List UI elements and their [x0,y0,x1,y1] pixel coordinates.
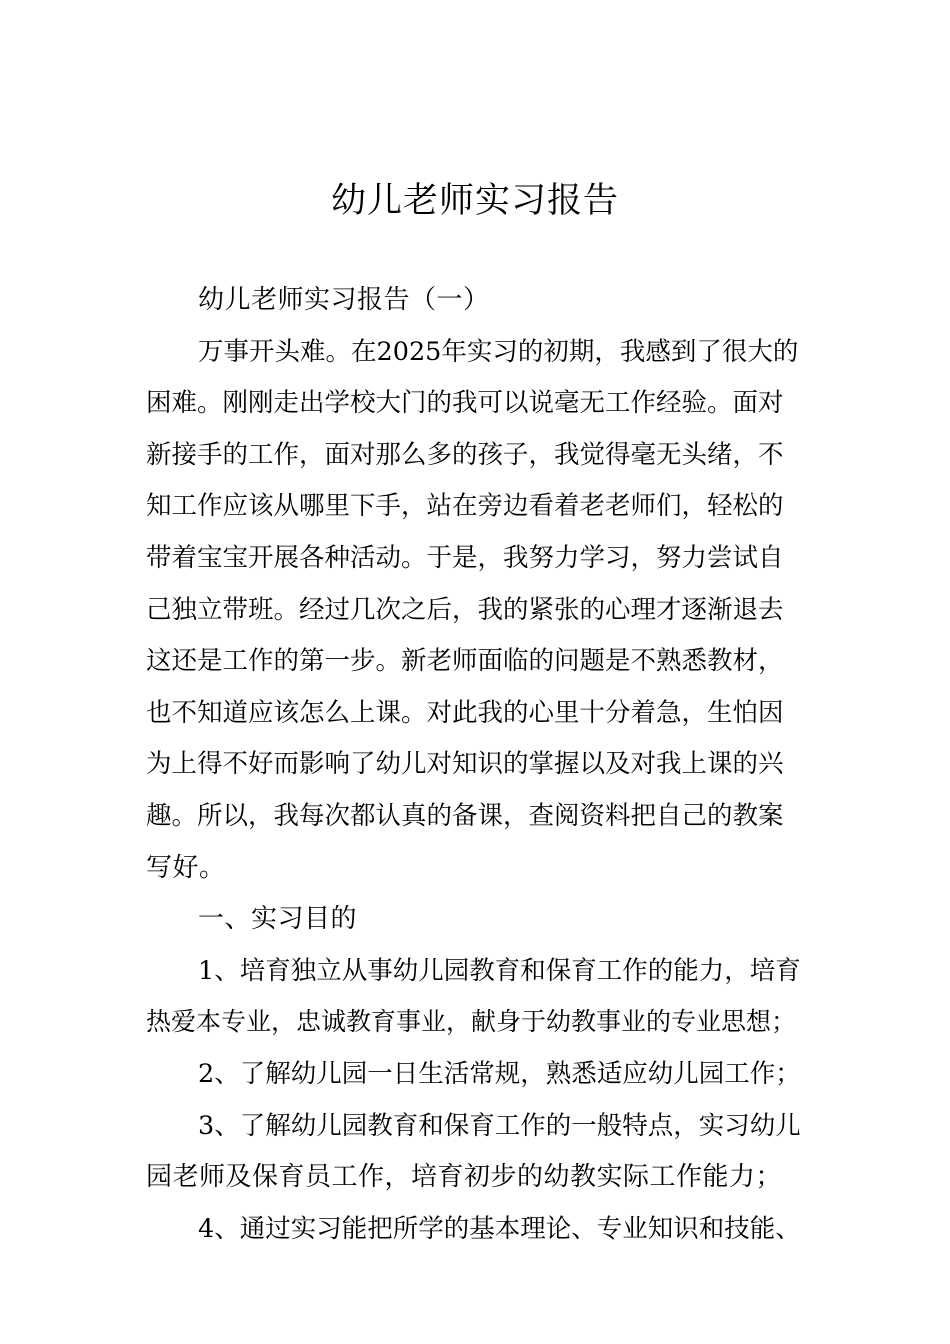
paragraph-line: 趣。所以，我每次都认真的备课，查阅资料把自己的教案 [146,800,784,831]
paragraph-line: 知工作应该从哪里下手，站在旁边看着老老师们，轻松的 [146,491,784,522]
paragraph-line: 也不知道应该怎么上课。对此我的心里十分着急，生怕因 [146,697,784,728]
paragraph-line: 这还是工作的第一步。新老师面临的问题是不熟悉教材， [146,646,784,677]
document-body [146,281,806,1261]
list-item-line: 4、通过实习能把所学的基本理论、专业知识和技能、 [198,1213,801,1244]
document-title: 幼儿老师实习报告 [330,181,619,221]
paragraph-line: 困难。刚刚走出学校大门的我可以说毫无工作经验。面对 [146,388,784,419]
paragraph-line: 己独立带班。经过几次之后，我的紧张的心理才逐渐退去 [146,594,784,625]
paragraph-line: 幼儿老师实习报告（一） [198,285,490,315]
paragraph-line: 新接手的工作，面对那么多的孩子，我觉得毫无头绪，不 [146,439,784,470]
paragraph-line: 为上得不好而影响了幼儿对知识的掌握以及对我上课的兴 [146,749,784,780]
list-item-line: 园老师及保育员工作，培育初步的幼教实际工作能力； [146,1162,783,1193]
list-item-line: 热爱本专业，忠诚教育事业，献身于幼教事业的专业思想； [146,1007,797,1037]
paragraph-line: 带着宝宝开展各种活动。于是，我努力学习，努力尝试自 [146,542,784,573]
paragraph-line: 万事开头难。在2025年实习的初期，我感到了很大的 [198,336,799,367]
paragraph-line: 写好。 [146,852,226,883]
list-item-line: 1、培育独立从事幼儿园教育和保育工作的能力，培育 [198,955,801,986]
section-heading: 一、实习目的 [198,904,358,935]
list-item-line: 3、了解幼儿园教育和保育工作的一般特点，实习幼儿 [198,1110,801,1141]
list-item-line: 2、了解幼儿园一日生活常规，熟悉适应幼儿园工作； [198,1058,801,1089]
